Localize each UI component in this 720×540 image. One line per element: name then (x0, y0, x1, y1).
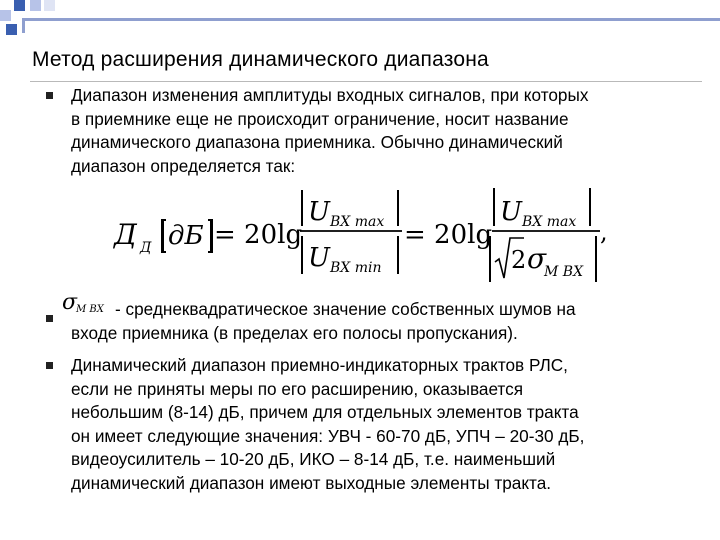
text-line: динамического диапазона приемника. Обычно динамический (71, 132, 563, 152)
bullet-text (71, 84, 588, 178)
text-line: небольшим (8-14) дБ, причем для отдельных элементов тракта (71, 402, 579, 422)
formula-lhs: Д (114, 218, 137, 251)
denominator-sub: BX min (330, 260, 382, 276)
sigma-symbol: σ (527, 242, 547, 275)
header-bar-vertical (22, 18, 25, 33)
text-line: если не приняты меры по его расширению, оказывается (71, 378, 524, 399)
formula-lhs-sub: Д (140, 240, 152, 256)
bullet-text (71, 298, 576, 345)
deco-square (14, 0, 25, 11)
bullet-marker (46, 315, 53, 322)
dynamic-range-formula (108, 182, 628, 288)
sigma-sub: M BX (76, 304, 104, 315)
text-line: входе приемника (в пределах его полосы пропускания). (71, 322, 518, 343)
text-line: Динамический диапазон приемно-индикаторных трактов РЛС, (71, 355, 568, 375)
numerator-U-2: U (500, 197, 522, 227)
formula-comma: , (600, 218, 608, 246)
text-line: диапазон определяется так: (71, 155, 296, 176)
header-bar (22, 18, 720, 21)
bullet-marker (46, 92, 53, 99)
title-underline (30, 81, 702, 82)
deco-square (30, 0, 41, 11)
formula-unit: дБ (168, 221, 204, 251)
bullet-text (71, 354, 584, 495)
formula-equals-1: = 20lg (214, 220, 303, 250)
text-line: Диапазон изменения амплитуды входных сигналов, при которых (71, 85, 589, 105)
formula-equals-2: = 20lg (404, 220, 493, 250)
deco-square (0, 10, 11, 21)
numerator-sub: BX max (330, 214, 385, 230)
numerator-sub-2: BX max (522, 214, 577, 230)
text-line: - среднеквадратическое значение собственных шумов на (115, 299, 576, 319)
denominator-U: U (308, 243, 330, 273)
deco-square (6, 24, 17, 35)
sqrt-2: 2 (511, 246, 527, 274)
text-line: динамический диапазон имеют выходные элементы тракта. (71, 472, 552, 493)
text-line: видеоусилитель – 10-20 дБ, ИКО – 8-14 дБ, т.е. наименьший (71, 449, 556, 469)
deco-square (44, 0, 55, 11)
numerator-U: U (308, 197, 330, 227)
sigma-symbol: σ (62, 290, 78, 315)
sigma-sub: M BX (544, 264, 584, 280)
text-line: в приемнике еще не происходит ограничение, носит название (71, 108, 569, 129)
text-line: он имеет следующие значения: УВЧ - 60-70 дБ, УПЧ – 20-30 дБ, (71, 425, 585, 446)
bullet-marker (46, 362, 53, 369)
slide-title: Метод расширения динамического диапазона (32, 48, 489, 71)
